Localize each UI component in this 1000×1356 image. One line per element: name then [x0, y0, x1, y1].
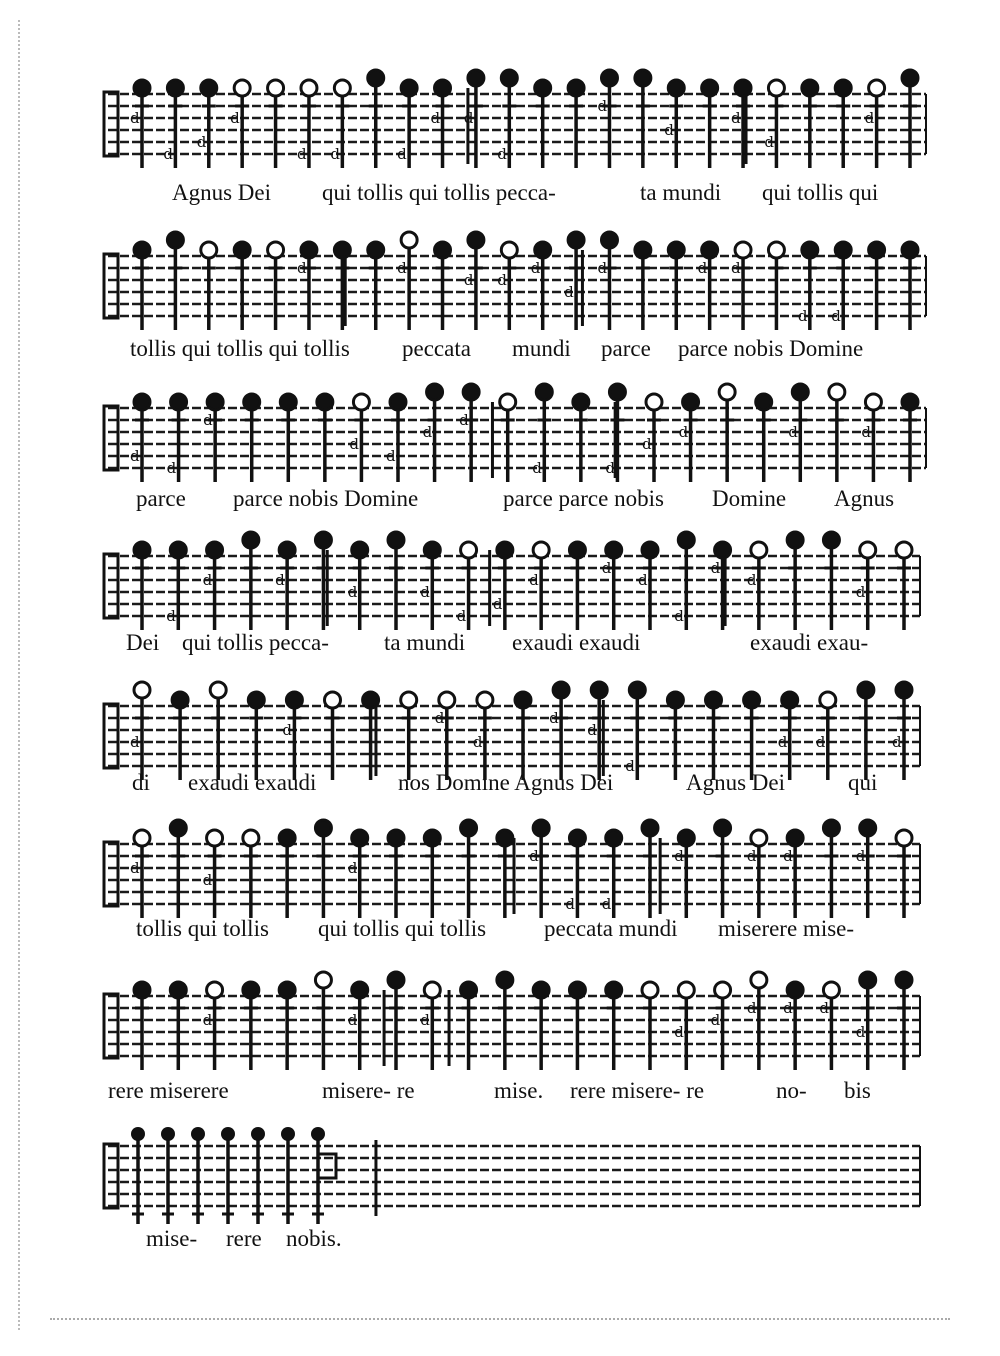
note-head: [497, 830, 513, 846]
note-head: [463, 384, 479, 400]
note-head: [702, 80, 718, 96]
note-head: [497, 542, 513, 558]
lyric-fragment: Domine: [712, 486, 787, 511]
note-head: [390, 394, 406, 410]
note-head: [768, 242, 784, 258]
tab-letter: d: [783, 847, 793, 865]
note-head: [642, 542, 658, 558]
note-head: [248, 692, 264, 708]
tab-letter: d: [196, 133, 207, 151]
note-head: [683, 394, 699, 410]
note-head: [334, 242, 350, 258]
tab-letter: d: [497, 271, 507, 289]
note-head: [424, 982, 440, 998]
tab-letter: d: [529, 847, 539, 865]
note-head: [170, 542, 186, 558]
note-head: [678, 532, 694, 548]
lyric-fragment: misere- re: [322, 1078, 415, 1103]
note-head: [468, 70, 484, 86]
note-head: [439, 692, 455, 708]
tab-letter: d: [497, 145, 507, 163]
tab-letter: d: [166, 459, 177, 477]
note-head: [646, 394, 662, 410]
note-head: [134, 830, 150, 846]
tab-letter: d: [855, 583, 866, 601]
tab-letter: d: [597, 259, 608, 277]
note-head: [334, 80, 350, 96]
tab-letter: d: [697, 259, 708, 277]
tab-letter: d: [678, 423, 689, 441]
lyric-fragment: qui tollis qui tollis: [318, 916, 487, 941]
staff-bracket: [104, 704, 118, 768]
tab-letter: d: [664, 121, 674, 139]
note-head: [533, 982, 549, 998]
note-head: [191, 1127, 205, 1141]
tab-letter: d: [815, 733, 826, 751]
tab-letter: d: [788, 423, 798, 441]
lyric-fragment: qui: [848, 770, 878, 795]
note-head: [896, 682, 912, 698]
lyric-fragment: qui tollis qui tollis pecca-: [322, 180, 556, 205]
note-head: [515, 692, 531, 708]
note-head: [497, 972, 513, 988]
tab-letter: d: [163, 145, 174, 163]
tab-letter: d: [764, 133, 775, 151]
note-head: [461, 982, 477, 998]
note-head: [569, 830, 585, 846]
tab-letter: d: [892, 733, 902, 751]
note-head: [353, 394, 369, 410]
note-head: [735, 242, 751, 258]
tab-letter: d: [861, 423, 872, 441]
tab-letter: d: [347, 1011, 358, 1029]
lyric-fragment: peccata mundi: [544, 916, 678, 941]
note-head: [829, 384, 845, 400]
tab-letter: d: [130, 859, 140, 877]
tab-letter: d: [459, 411, 469, 429]
tab-letter: d: [397, 145, 407, 163]
tab-letter: d: [819, 999, 830, 1017]
note-head: [668, 242, 684, 258]
tab-letter: d: [296, 259, 307, 277]
note-head: [170, 820, 186, 836]
tab-letter: d: [529, 571, 539, 589]
lyric-fragment: qui tollis pecca-: [182, 630, 329, 655]
tab-letter: d: [549, 709, 559, 727]
staff-bracket: [104, 254, 118, 318]
note-head: [131, 1127, 145, 1141]
lyric-fragment: parce nobis Domine: [233, 486, 419, 511]
tab-letter: d: [746, 847, 757, 865]
note-head: [170, 982, 186, 998]
tab-letter: d: [397, 259, 407, 277]
tab-letter: d: [420, 583, 430, 601]
tab-letter: d: [130, 109, 140, 127]
note-head: [719, 384, 735, 400]
tab-letter: d: [564, 283, 574, 301]
note-head: [820, 692, 836, 708]
note-head: [635, 242, 651, 258]
note-head: [629, 682, 645, 698]
note-head: [902, 70, 918, 86]
lyric-fragment: qui tollis qui: [762, 180, 879, 205]
note-head: [315, 820, 331, 836]
note-head: [751, 542, 767, 558]
tab-letter: d: [625, 757, 635, 775]
note-head: [715, 542, 731, 558]
note-head: [553, 682, 569, 698]
lyric-fragment: peccata: [402, 336, 471, 361]
note-head: [134, 242, 150, 258]
staff-bracket: [104, 842, 118, 906]
note-head: [823, 982, 839, 998]
note-head: [325, 692, 341, 708]
note-head: [172, 692, 188, 708]
note-head: [896, 542, 912, 558]
note-head: [835, 242, 851, 258]
tab-letter: d: [597, 97, 608, 115]
note-head: [301, 80, 317, 96]
tab-letter: d: [203, 411, 213, 429]
tab-letter: d: [710, 1011, 721, 1029]
note-head: [279, 542, 295, 558]
note-head: [715, 820, 731, 836]
note-head: [301, 242, 317, 258]
tab-letter: d: [638, 571, 648, 589]
note-head: [536, 384, 552, 400]
note-head: [279, 982, 295, 998]
lyric-fragment: tollis qui tollis: [136, 916, 269, 941]
note-head: [251, 1127, 265, 1141]
tab-letter: d: [463, 271, 474, 289]
note-head: [435, 80, 451, 96]
tab-letter: d: [275, 571, 285, 589]
tab-letter: d: [731, 259, 741, 277]
lyric-fragment: Agnus: [834, 486, 895, 511]
note-head: [858, 682, 874, 698]
note-head: [756, 394, 772, 410]
note-head: [207, 830, 223, 846]
note-head: [751, 972, 767, 988]
tab-letter: d: [731, 109, 741, 127]
note-head: [568, 80, 584, 96]
lyric-fragment: miserere mise-: [718, 916, 855, 941]
tab-letter: d: [434, 709, 445, 727]
lyric-fragment: nobis.: [286, 1226, 342, 1251]
note-head: [352, 542, 368, 558]
note-head: [792, 384, 808, 400]
staff-bracket: [104, 1144, 118, 1208]
note-head: [601, 70, 617, 86]
note-head: [823, 532, 839, 548]
note-head: [388, 972, 404, 988]
tab-letter: d: [674, 1023, 684, 1041]
tab-letter: d: [601, 895, 612, 913]
lyric-fragment: ta mundi: [384, 630, 466, 655]
tab-letter: d: [746, 571, 757, 589]
note-head: [569, 542, 585, 558]
lyric-fragment: mise-: [146, 1226, 198, 1251]
lyric-fragment: rere misere- re: [570, 1078, 705, 1103]
lyric-fragment: mundi: [512, 336, 571, 361]
lyric-fragment: tollis qui tollis qui tollis: [130, 336, 350, 361]
note-head: [207, 982, 223, 998]
staff-bracket: [104, 92, 118, 156]
note-head: [171, 394, 187, 410]
tab-letter: d: [422, 423, 433, 441]
note-head: [468, 232, 484, 248]
tab-letter: d: [601, 559, 612, 577]
note-head: [860, 542, 876, 558]
note-head: [315, 532, 331, 548]
note-head: [860, 972, 876, 988]
note-head: [802, 80, 818, 96]
lyric-fragment: Agnus Dei: [686, 770, 786, 795]
note-head: [134, 682, 150, 698]
tab-letter: d: [420, 1011, 430, 1029]
note-head: [161, 1127, 175, 1141]
note-head: [865, 394, 881, 410]
note-head: [678, 982, 694, 998]
tab-letter: d: [463, 109, 474, 127]
note-head: [461, 542, 477, 558]
note-head: [609, 384, 625, 400]
note-head: [902, 394, 918, 410]
lyric-fragment: di: [132, 770, 150, 795]
note-head: [787, 982, 803, 998]
lyric-fragment: parce: [601, 336, 651, 361]
lyric-fragment: rere miserere: [108, 1078, 229, 1103]
note-head: [902, 242, 918, 258]
tab-letter: d: [202, 571, 213, 589]
note-head: [280, 394, 296, 410]
note-head: [134, 542, 150, 558]
note-head: [501, 242, 517, 258]
note-head: [243, 830, 259, 846]
note-head: [573, 394, 589, 410]
tab-letter: d: [386, 447, 396, 465]
note-head: [243, 982, 259, 998]
note-head: [401, 80, 417, 96]
note-head: [869, 242, 885, 258]
lyric-fragment: exaudi exaudi: [188, 770, 317, 795]
note-head: [388, 830, 404, 846]
tab-letter: d: [642, 435, 652, 453]
note-head: [869, 80, 885, 96]
note-head: [427, 384, 443, 400]
note-head: [782, 692, 798, 708]
note-head: [678, 830, 694, 846]
tab-letter: d: [492, 595, 503, 613]
note-head: [352, 830, 368, 846]
note-head: [388, 532, 404, 548]
note-head: [606, 542, 622, 558]
lyric-fragment: nos Domine Agnus Dei: [398, 770, 614, 795]
tab-letter: d: [831, 307, 841, 325]
note-head: [735, 80, 751, 96]
tab-letter: d: [530, 259, 541, 277]
tab-letter: d: [797, 307, 808, 325]
tab-letter: d: [746, 999, 757, 1017]
note-head: [134, 982, 150, 998]
lyric-fragment: parce parce nobis: [503, 486, 664, 511]
tab-letter: d: [230, 109, 240, 127]
tab-letter: d: [166, 607, 176, 625]
note-head: [606, 830, 622, 846]
note-head: [424, 542, 440, 558]
tab-letter: d: [347, 859, 358, 877]
note-head: [401, 692, 417, 708]
note-head: [642, 820, 658, 836]
note-head: [535, 80, 551, 96]
lyric-fragment: parce: [136, 486, 186, 511]
note-head: [668, 80, 684, 96]
note-head: [207, 394, 223, 410]
note-head: [667, 692, 683, 708]
note-head: [286, 692, 302, 708]
lyric-fragment: parce nobis Domine: [678, 336, 864, 361]
lyric-fragment: ta mundi: [640, 180, 722, 205]
lyric-fragment: Agnus Dei: [172, 180, 272, 205]
tab-letter: d: [456, 607, 467, 625]
note-head: [823, 820, 839, 836]
tab-letter: d: [674, 847, 684, 865]
tab-letter: d: [565, 895, 576, 913]
note-head: [802, 242, 818, 258]
note-head: [201, 80, 217, 96]
note-head: [787, 532, 803, 548]
note-head: [787, 830, 803, 846]
tab-letter: d: [674, 607, 684, 625]
tab-letter: d: [202, 871, 213, 889]
note-head: [281, 1127, 295, 1141]
lyric-fragment: rere: [226, 1226, 262, 1251]
tab-letter: d: [347, 583, 358, 601]
tab-letter: d: [777, 733, 788, 751]
tab-letter: d: [855, 1023, 866, 1041]
tab-letter: d: [130, 733, 140, 751]
note-head: [279, 830, 295, 846]
note-head: [896, 972, 912, 988]
tab-letter: d: [296, 145, 307, 163]
page-bottom-mark: [50, 1318, 950, 1322]
note-head: [601, 232, 617, 248]
note-head: [606, 982, 622, 998]
note-head: [201, 242, 217, 258]
note-head: [268, 80, 284, 96]
note-head: [768, 80, 784, 96]
note-head: [435, 242, 451, 258]
tab-letter: d: [587, 721, 597, 739]
lyric-fragment: exaudi exau-: [750, 630, 869, 655]
note-head: [860, 820, 876, 836]
note-head: [363, 692, 379, 708]
note-head: [501, 70, 517, 86]
staff-bracket: [104, 994, 118, 1058]
tab-letter: d: [282, 721, 293, 739]
note-head: [533, 542, 549, 558]
note-head: [368, 242, 384, 258]
note-head: [702, 242, 718, 258]
note-head: [167, 80, 183, 96]
note-head: [744, 692, 760, 708]
tab-letter: d: [349, 435, 360, 453]
tab-letter: d: [605, 459, 616, 477]
note-head: [568, 232, 584, 248]
note-head: [835, 80, 851, 96]
note-head: [635, 70, 651, 86]
tab-letter: d: [130, 447, 140, 465]
note-head: [268, 242, 284, 258]
lyric-fragment: mise.: [494, 1078, 544, 1103]
lyric-fragment: bis: [844, 1078, 871, 1103]
note-head: [461, 820, 477, 836]
note-head: [352, 982, 368, 998]
note-head: [642, 982, 658, 998]
note-head: [368, 70, 384, 86]
note-head: [533, 820, 549, 836]
note-head: [706, 692, 722, 708]
note-head: [896, 830, 912, 846]
note-head: [535, 242, 551, 258]
note-head: [167, 232, 183, 248]
tab-letter: d: [710, 559, 721, 577]
staff-bracket: [104, 406, 118, 470]
note-head: [234, 80, 250, 96]
note-head: [243, 532, 259, 548]
note-head: [317, 394, 333, 410]
note-head: [477, 692, 493, 708]
lyric-fragment: no-: [776, 1078, 807, 1103]
note-head: [244, 394, 260, 410]
note-head: [591, 682, 607, 698]
tab-letter: d: [783, 999, 793, 1017]
tab-letter: d: [472, 733, 483, 751]
tab-letter: d: [864, 109, 875, 127]
tab-letter: d: [430, 109, 441, 127]
note-head: [715, 982, 731, 998]
staff-bracket: [104, 554, 118, 618]
note-head: [569, 982, 585, 998]
tab-letter: d: [330, 145, 340, 163]
lyric-fragment: exaudi exaudi: [512, 630, 641, 655]
tab-letter: d: [202, 1011, 213, 1029]
lyric-fragment: Dei: [126, 630, 160, 655]
note-head: [234, 242, 250, 258]
note-head: [315, 972, 331, 988]
note-head: [751, 830, 767, 846]
tab-letter: d: [532, 459, 542, 477]
tab-letter: d: [855, 847, 866, 865]
note-head: [500, 394, 516, 410]
note-head: [134, 394, 150, 410]
note-head: [207, 542, 223, 558]
note-head: [134, 80, 150, 96]
note-head: [221, 1127, 235, 1141]
note-head: [401, 232, 417, 248]
note-head: [424, 830, 440, 846]
note-head: [311, 1127, 325, 1141]
note-head: [210, 682, 226, 698]
